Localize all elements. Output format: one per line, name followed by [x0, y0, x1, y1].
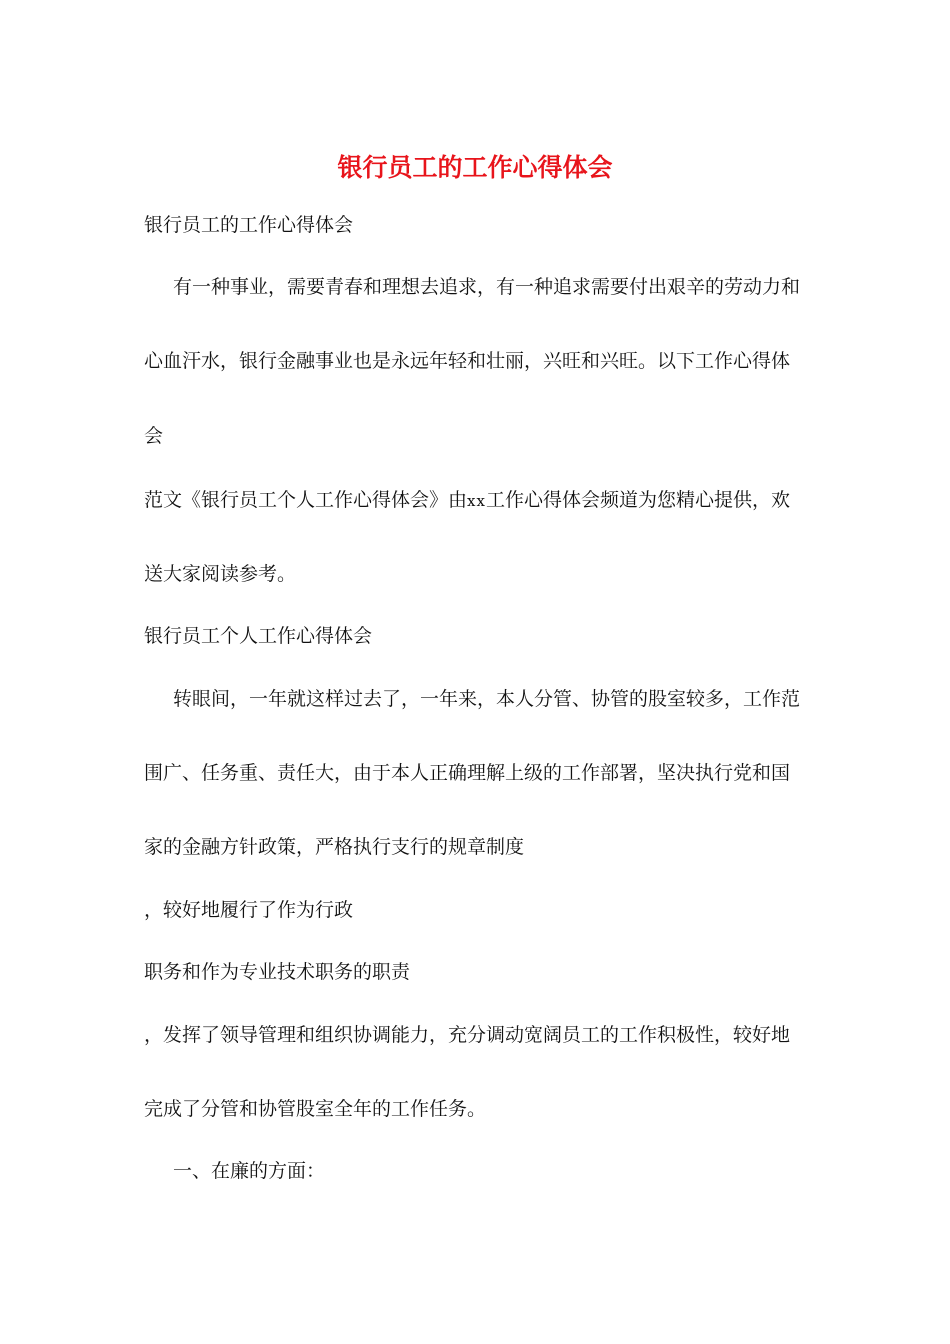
paragraph-line: 家的金融方针政策，严格执行支行的规章制度: [144, 836, 525, 858]
placeholder-text: xx: [467, 492, 486, 510]
text-segment: 工作心得体会频道为您精心提供，欢: [485, 489, 790, 511]
paragraph-line: 职务和作为专业技术职务的职责: [144, 961, 411, 983]
paragraph-line: 有一种事业，需要青春和理想去追求，有一种追求需要付出艰辛的劳动力和: [173, 276, 801, 298]
paragraph-line: 转眼间，一年就这样过去了，一年来，本人分管、协管的股室较多，工作范: [173, 688, 801, 710]
paragraph-line: 送大家阅读参考。: [144, 563, 297, 585]
subtitle-line: 银行员工的工作心得体会: [144, 214, 354, 236]
section-heading: 一、在廉的方面：: [173, 1160, 326, 1182]
section-heading: 银行员工个人工作心得体会: [144, 625, 373, 647]
paragraph-line: 完成了分管和协管股室全年的工作任务。: [144, 1098, 487, 1120]
paragraph-line: 会: [144, 425, 164, 447]
document-title: 银行员工的工作心得体会: [337, 153, 613, 182]
paragraph-line: ，发挥了领导管理和组织协调能力，充分调动宽阔员工的工作积极性，较好地: [144, 1024, 791, 1046]
text-segment: 范文《银行员工个人工作心得体会》由: [144, 489, 468, 511]
paragraph-line: [144, 486, 790, 515]
paragraph-line: 心血汗水，银行金融事业也是永远年轻和壮丽，兴旺和兴旺。以下工作心得体: [144, 350, 791, 372]
paragraph-line: 围广、任务重、责任大，由于本人正确理解上级的工作部署，坚决执行党和国: [144, 762, 791, 784]
paragraph-line: ，较好地履行了作为行政: [144, 899, 354, 921]
